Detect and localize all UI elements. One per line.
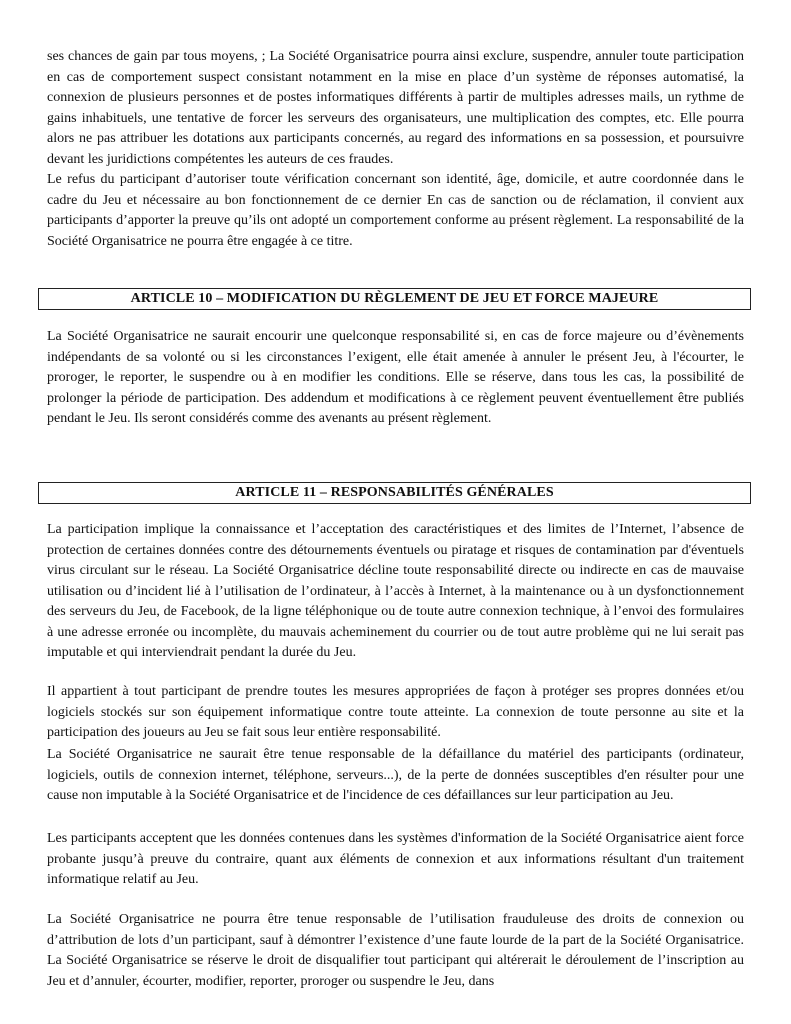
article-11-heading: ARTICLE 11 – RESPONSABILITÉS GÉNÉRALES [38,482,751,504]
paragraph-hardware-failure: La Société Organisatrice ne saurait être tenue responsable de la défaillance du matériel des participants (ordinateur, logiciels, outils de connexion internet, téléphone, serveurs...), de la perte de données susceptibles d'en résulter pour une cause non imputable à la Société Organisatrice et de l'incidence de ces défaillances sur leur participation au Jeu. [47,747,744,803]
paragraph-fraud-exclusion: ses chances de gain par tous moyens, ; La Société Organisatrice pourra ainsi exclure, suspendre, annuler toute participation en cas de comportement suspect consistant notamment en la mise en place d’un système de réponses automatisé, la connexion de plusieurs personnes et de postes informatiques différents à partir de multiples adresses mails, un rythme de gains inhabituels, une tentative de forcer les serveurs des organisateurs, une multiplication des comptes, etc. Elle pourra alors ne pas attribuer les dotations aux participants concernés, au regard des informations en sa possession, et poursuivre devant les juridictions compétentes les auteurs de ces fraudes. [47,49,744,167]
paragraph-evidence: Les participants acceptent que les données contenues dans les systèmes d'information de la Société Organisatrice aient force probante jusqu’à preuve du contraire, quant aux éléments de connexion et aux informations résultant d'un traitement informatique relatif au Jeu. [47,831,744,887]
article-10-heading: ARTICLE 10 – MODIFICATION DU RÈGLEMENT DE JEU ET FORCE MAJEURE [38,288,751,310]
paragraph-verification-refusal: Le refus du participant d’autoriser toute vérification concernant son identité, âge, domicile, et autre coordonnée dans le cadre du Jeu et nécessaire au bon fonctionnement de ce dernier En cas de sanction ou de réclamation, il convient aux participants d’apporter la preuve qu’ils ont adopté un comportement conforme au présent règlement. La responsabilité de la Société Organisatrice ne pourra être engagée à ce titre. [47,172,744,249]
paragraph-force-majeure: La Société Organisatrice ne saurait encourir une quelconque responsabilité si, en cas de force majeure ou d’évènements indépendants de sa volonté ou si les circonstances l’exigent, elle était amenée à annuler le présent Jeu, à l'écourter, le proroger, le reporter, le suspendre ou à en modifier les conditions. Elle se réserve, dans tous les cas, la possibilité de prolonger la période de participation. Des addendum et modifications à ce règlement peuvent éventuellement être publiés pendant le Jeu. Ils seront considérés comme des avenants au présent règlement. [47,329,744,426]
paragraph-internet-limits: La participation implique la connaissance et l’acceptation des caractéristiques et des limites de l’Internet, l’absence de protection de certaines données contre des détournements éventuels ou piratage et risques de contamination par d'éventuels virus circulant sur le réseau. La Société Organisatrice décline toute responsabilité directe ou indirecte en cas de mauvaise utilisation ou d’incident lié à l’utilisation de l’ordinateur, à l’accès à Internet, à la maintenance ou à un dysfonctionnement des serveurs du Jeu, de Facebook, de la ligne téléphonique ou de toute autre connexion technique, à l’envoi des formulaires à une adresse erronée ou incomplète, du mauvais acheminement du courrier ou de tout autre problème qui ne lui serait pas imputable et qui interviendrait pendant la durée du Jeu. [47,522,744,660]
paragraph-fraudulent-use: La Société Organisatrice ne pourra être tenue responsable de l’utilisation frauduleuse des droits de connexion ou d’attribution de lots d’un participant, sauf à démontrer l’existence d’une faute lourde de la part de la Société Organisatrice. La Société Organisatrice se réserve le droit de disqualifier tout participant qui altérerait le déroulement de l’inscription au Jeu et d’annuler, écourter, modifier, reporter, proroger ou suspendre le Jeu, dans [47,912,744,989]
paragraph-data-protection: Il appartient à tout participant de prendre toutes les mesures appropriées de façon à protéger ses propres données et/ou logiciels stockés sur son équipement informatique contre toute atteinte. La connexion de toute personne au site et la participation des joueurs au Jeu se fait sous leur entière responsabilité. [47,684,744,740]
